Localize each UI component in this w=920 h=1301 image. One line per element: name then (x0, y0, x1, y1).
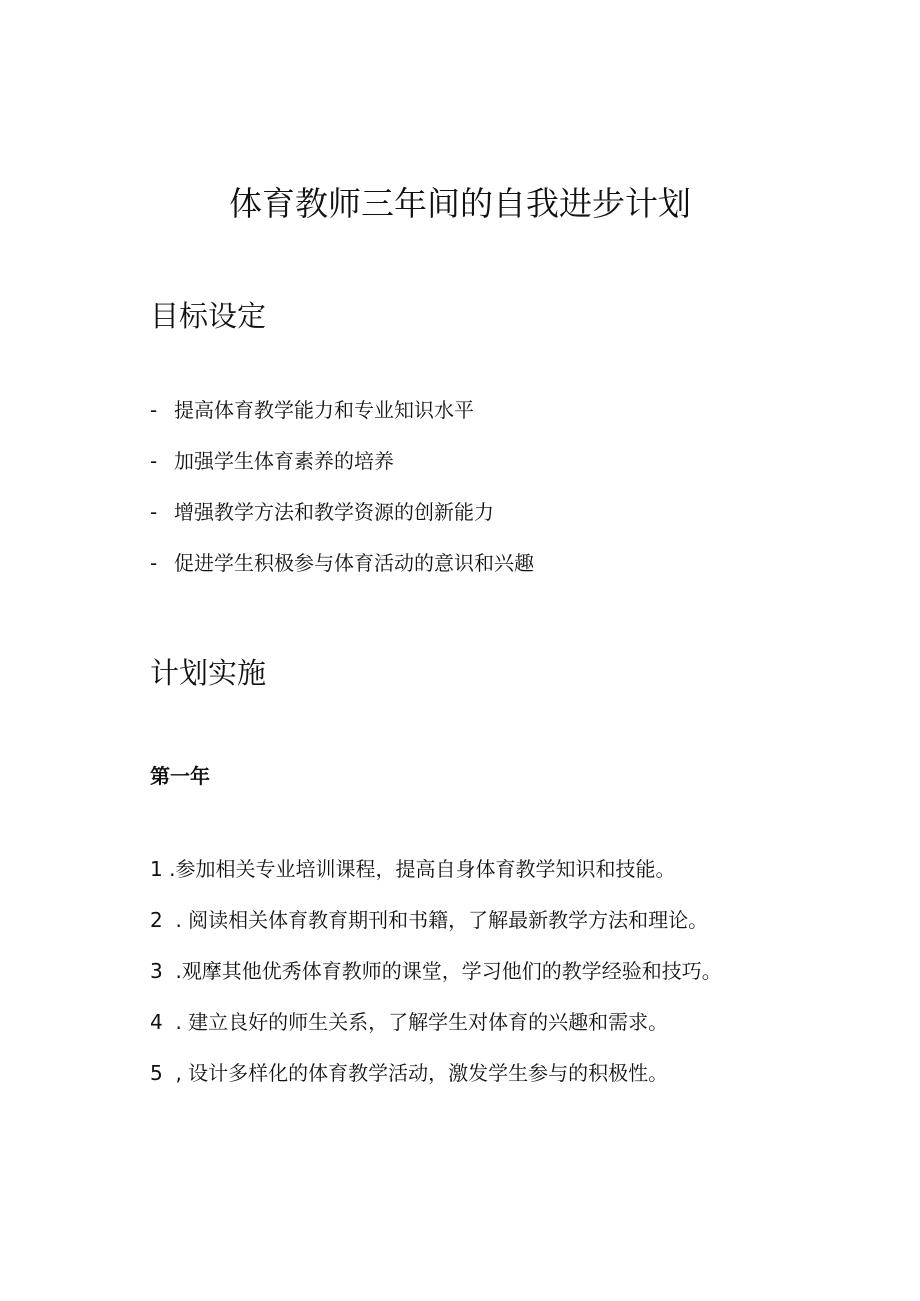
item-separator: . (162, 959, 182, 983)
list-marker: - (150, 449, 158, 473)
item-separator: , (162, 1061, 189, 1085)
list-marker: - (150, 551, 158, 575)
item-separator: . (162, 857, 176, 881)
list-item (150, 550, 534, 601)
list-item (150, 499, 534, 550)
list-item-text: 参加相关专业培训课程，提高自身体育教学知识和技能。 (175, 857, 676, 881)
section-heading-goals: 目标设定 (150, 299, 267, 333)
item-number: 1 (150, 857, 163, 881)
subheading-year-one: 第一年 (150, 764, 210, 788)
list-item (150, 397, 534, 448)
list-item (150, 1059, 722, 1110)
item-number: 4 (150, 1010, 163, 1034)
item-number: 5 (150, 1061, 163, 1085)
item-number: 3 (150, 959, 163, 983)
list-item-text: 加强学生体育素养的培养 (174, 449, 394, 473)
list-marker: - (150, 398, 158, 422)
list-item-text: 增强教学方法和教学资源的创新能力 (174, 500, 494, 524)
list-item-text: 设计多样化的体育教学活动，激发学生参与的积极性。 (188, 1061, 669, 1085)
document-title: 体育教师三年间的自我进步计划 (229, 184, 691, 223)
list-item (150, 448, 534, 499)
item-separator: . (162, 1010, 189, 1034)
list-item (150, 855, 722, 906)
step-list (150, 855, 722, 1110)
list-item (150, 1008, 722, 1059)
list-item-text: 促进学生积极参与体育活动的意识和兴趣 (174, 551, 534, 575)
item-separator: . (162, 908, 189, 932)
list-item (150, 906, 722, 957)
item-number: 2 (150, 908, 163, 932)
list-item-text: 提高体育教学能力和专业知识水平 (174, 398, 474, 422)
list-item (150, 957, 722, 1008)
goal-list (150, 397, 534, 601)
list-marker: - (150, 500, 158, 524)
list-item-text: 观摩其他优秀体育教师的课堂，学习他们的教学经验和技巧。 (181, 959, 722, 983)
list-item-text: 阅读相关体育教育期刊和书籍，了解最新教学方法和理论。 (188, 908, 709, 932)
list-item-text: 建立良好的师生关系，了解学生对体育的兴趣和需求。 (188, 1010, 669, 1034)
section-heading-plan: 计划实施 (150, 656, 267, 690)
